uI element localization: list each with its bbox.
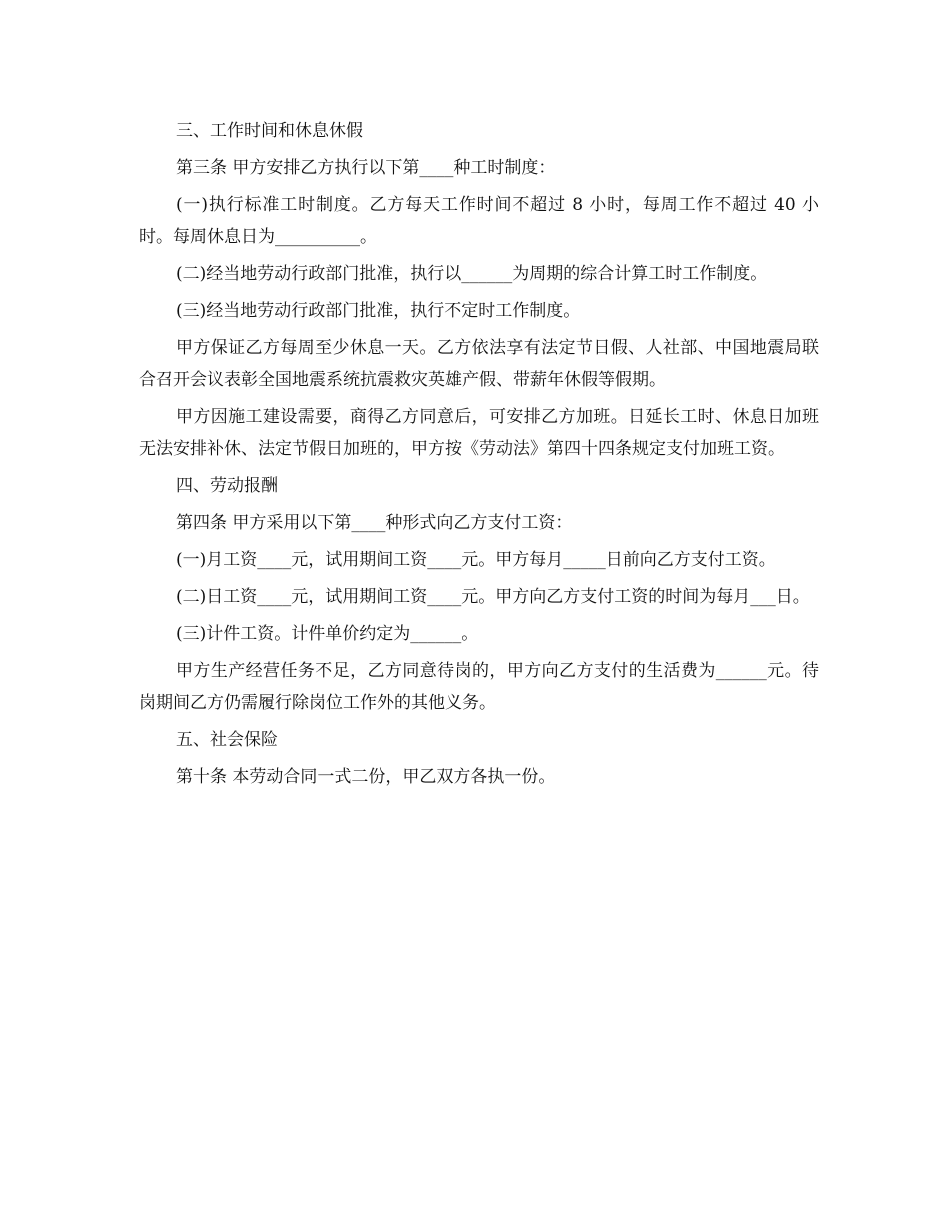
section-heading-work-hours: 三、工作时间和休息休假 (176, 121, 363, 141)
clause-flexible-hours: (三)经当地劳动行政部门批准，执行不定时工作制度。 (176, 301, 581, 321)
section-heading-social-insurance: 五、社会保险 (176, 730, 278, 750)
document-body (139, 115, 819, 798)
clause-monthly-wage: (一)月工资____元，试用期间工资____元。甲方每月_____日前向乙方支付工资。 (176, 550, 776, 570)
clause-piece-wage: (三)计件工资。计件单价约定为______。 (176, 624, 479, 644)
clause-standard-hours: (一)执行标准工时制度。乙方每天工作时间不超过 8 小时，每周工作不超过 40 小时。每周休息日为__________。 (139, 195, 819, 247)
clause-comprehensive-hours: (二)经当地劳动行政部门批准，执行以______为周期的综合计算工时工作制度。 (176, 264, 768, 284)
article-3: 第三条 甲方安排乙方执行以下第____种工时制度： (176, 158, 556, 178)
paragraph-rest-days: 甲方保证乙方每周至少休息一天。乙方依法享有法定节日假、人社部、中国地震局联合召开会议表彰全国地震系统抗震救灾英雄产假、带薪年休假等假期。 (139, 338, 819, 390)
paragraph-standby: 甲方生产经营任务不足，乙方同意待岗的，甲方向乙方支付的生活费为______元。待岗期间乙方仍需履行除岗位工作外的其他义务。 (139, 661, 819, 713)
article-10: 第十条 本劳动合同一式二份，甲乙双方各执一份。 (176, 767, 556, 787)
clause-daily-wage: (二)日工资____元，试用期间工资____元。甲方向乙方支付工资的时间为每月___日。 (176, 587, 810, 607)
section-heading-remuneration: 四、劳动报酬 (176, 476, 278, 496)
paragraph-overtime: 甲方因施工建设需要，商得乙方同意后，可安排乙方加班。日延长工时、休息日加班无法安排补休、法定节假日加班的，甲方按《劳动法》第四十四条规定支付加班工资。 (139, 407, 819, 459)
article-4: 第四条 甲方采用以下第____种形式向乙方支付工资： (176, 513, 573, 533)
